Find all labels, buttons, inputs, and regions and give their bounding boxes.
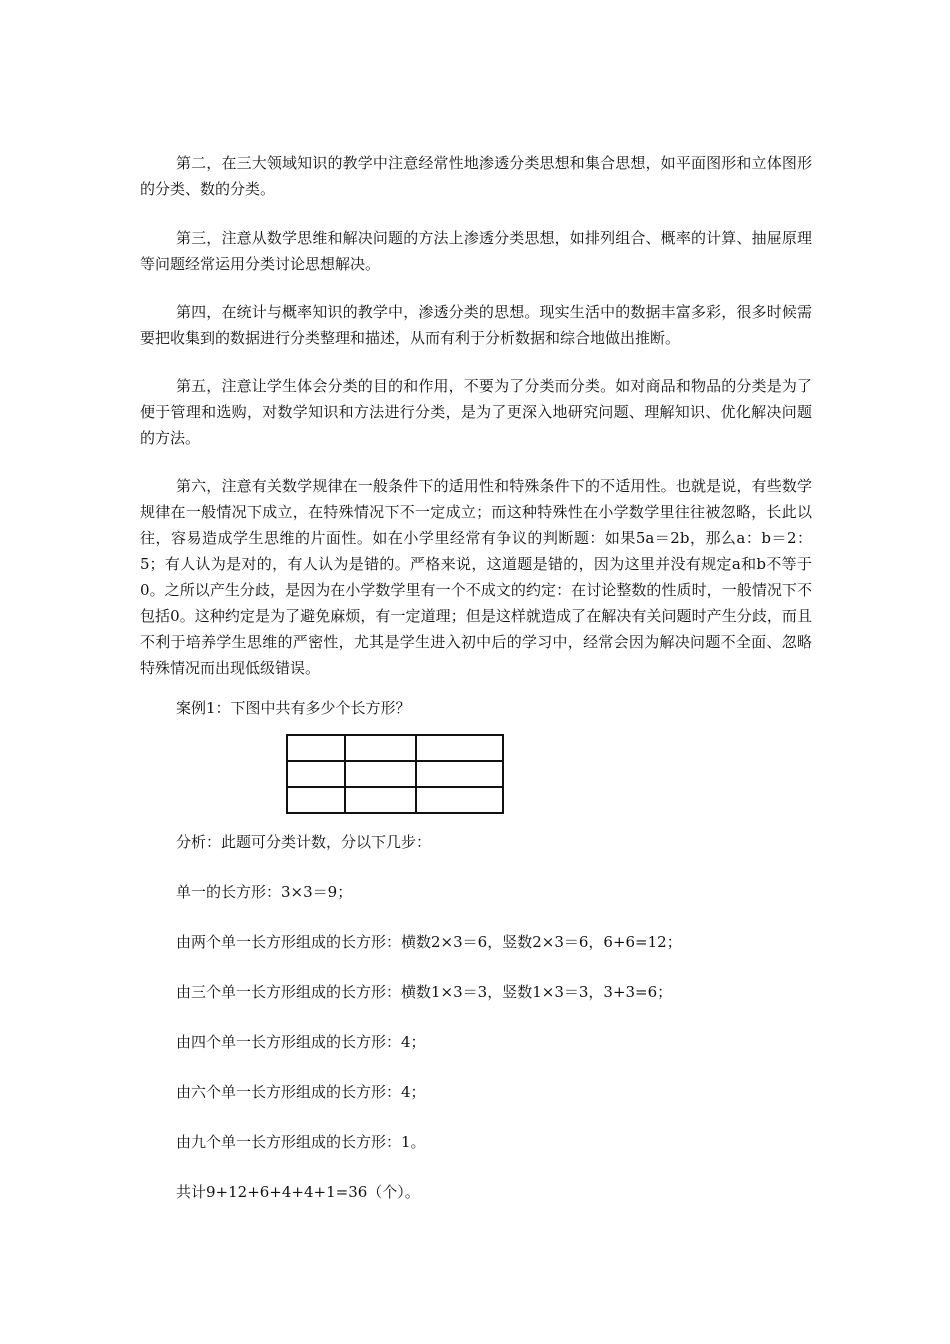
step-line-1: 单一的长方形：3×3＝9； bbox=[176, 883, 353, 901]
step-line-5: 由六个单一长方形组成的长方形：4； bbox=[176, 1083, 426, 1101]
paragraph-fourth: 第四，在统计与概率知识的教学中，渗透分类的思想。现实生活中的数据丰富多彩，很多时候需要把收集到的数据进行分类整理和描述，从而有利于分析数据和综合地做出推断。 bbox=[140, 303, 812, 347]
rectangle-grid-figure bbox=[286, 734, 504, 814]
paragraph-third: 第三，注意从数学思维和解决问题的方法上渗透分类思想，如排列组合、概率的计算、抽屉原理等问题经常运用分类讨论思想解决。 bbox=[140, 229, 812, 273]
paragraph-fifth: 第五，注意让学生体会分类的目的和作用，不要为了分类而分类。如对商品和物品的分类是为了便于管理和选购，对数学知识和方法进行分类，是为了更深入地研究问题、理解知识、优化解决问题的方法。 bbox=[140, 377, 812, 447]
case-title: 案例1：下图中共有多少个长方形？ bbox=[176, 699, 411, 717]
grid-outer-border bbox=[287, 735, 503, 813]
total-line: 共计9+12+6+4+4+1=36（个）。 bbox=[176, 1183, 420, 1201]
analysis-line: 分析：此题可分类计数，分以下几步： bbox=[176, 833, 432, 851]
paragraph-second: 第二，在三大领域知识的教学中注意经常性地渗透分类思想和集合思想，如平面图形和立体图形的分类、数的分类。 bbox=[140, 154, 812, 198]
step-line-4: 由四个单一长方形组成的长方形：4； bbox=[176, 1033, 426, 1051]
step-line-6: 由九个单一长方形组成的长方形：1。 bbox=[176, 1133, 426, 1151]
paragraph-sixth: 第六，注意有关数学规律在一般条件下的适用性和特殊条件下的不适用性。也就是说，有些数学规律在一般情况下成立，在特殊情况下不一定成立；而这种特殊性在小学数学里往往被忽略，长此以往，容易造成学生思维的片面性。如在小学里经常有争议的判断题：如果5a＝2b，那么a：b＝2：5；有人认为是对的，有人认为是错的。严格来说，这道题是错的，因为这里并没有规定a和b不等于0。之所以产生分歧，是因为在小学数学里有一个不成文的约定：在讨论整数的性质时，一般情况下不包括0。这种约定是为了避免麻烦，有一定道理；但是这样就造成了在解决有关问题时产生分歧，而且不利于培养学生思维的严密性，尤其是学生进入初中后的学习中，经常会因为解决问题不全面、忽略特殊情况而出现低级错误。 bbox=[140, 477, 812, 677]
step-line-3: 由三个单一长方形组成的长方形：横数1×3＝3，竖数1×3＝3，3+3=6； bbox=[176, 983, 673, 1001]
rectangle-grid-svg bbox=[286, 734, 504, 814]
step-line-2: 由两个单一长方形组成的长方形：横数2×3＝6，竖数2×3＝6，6+6=12； bbox=[176, 933, 682, 951]
